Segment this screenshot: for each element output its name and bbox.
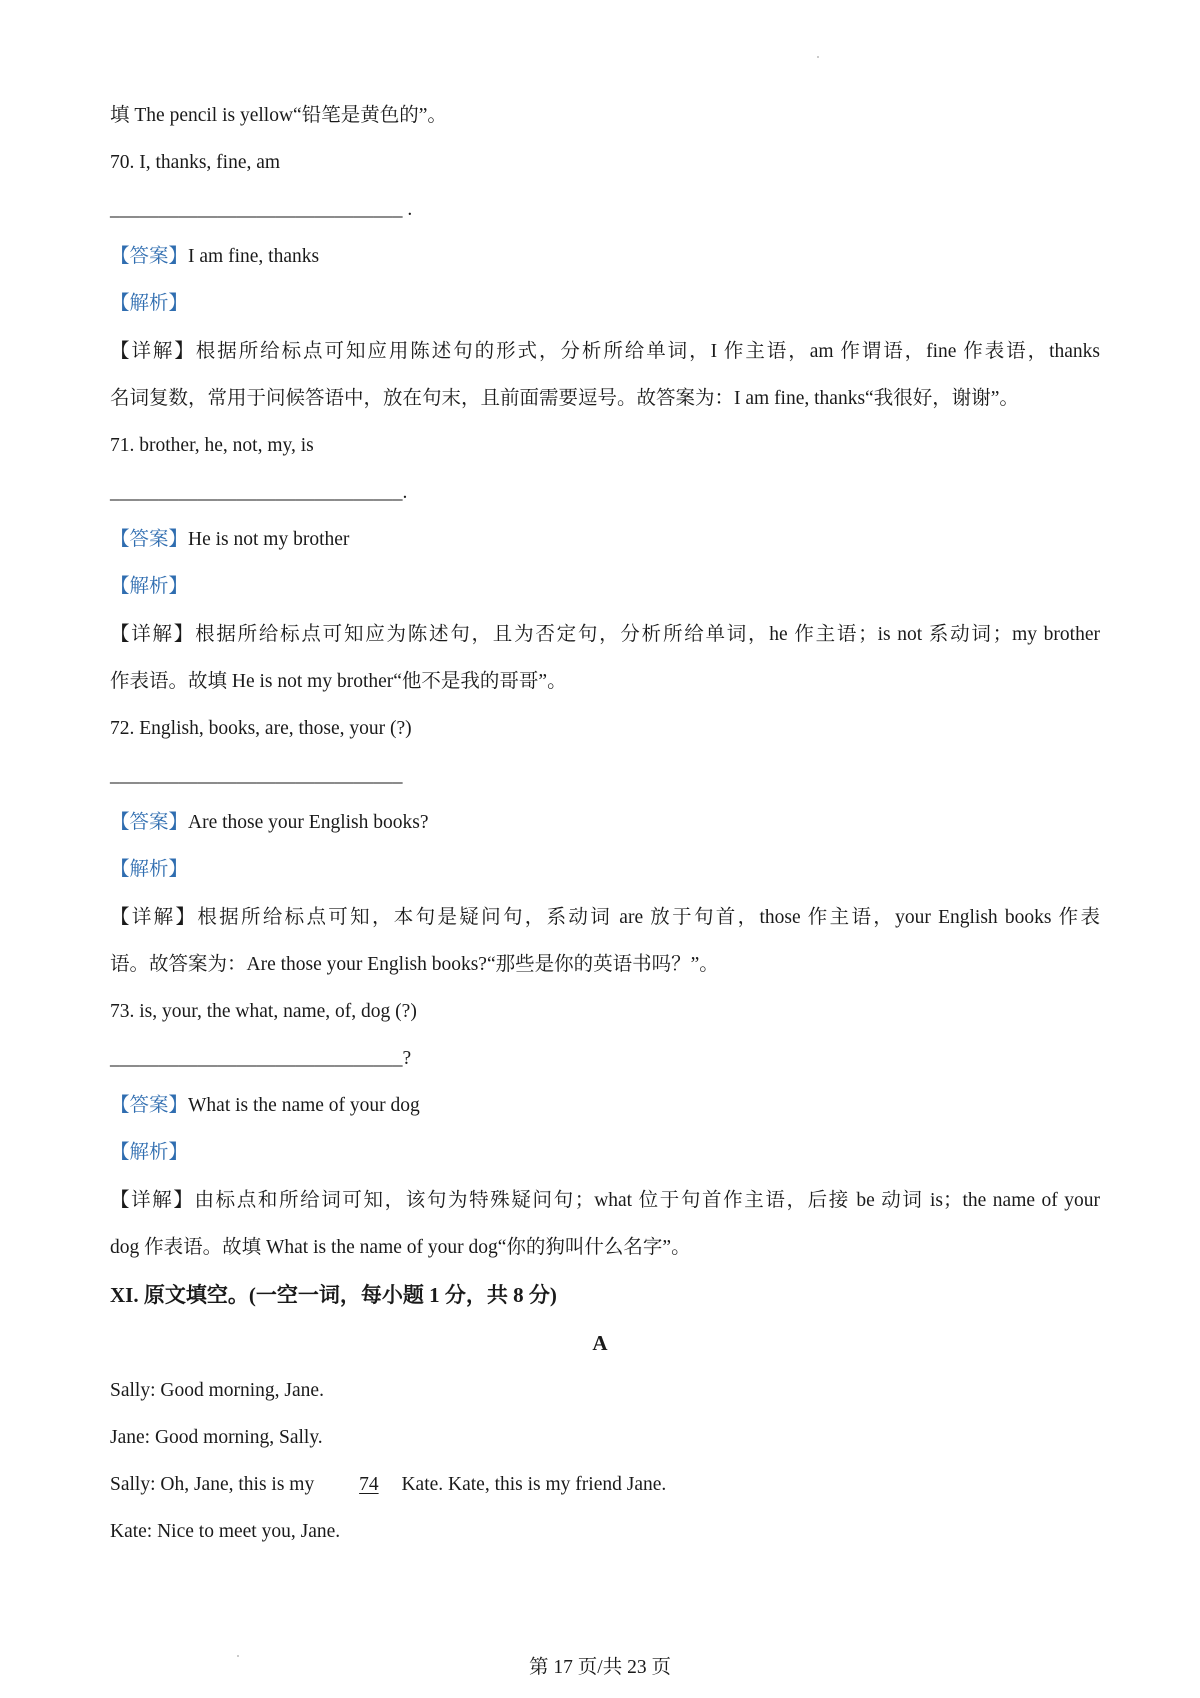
part-label: A bbox=[592, 1331, 608, 1355]
analysis-tag: 【解析】 bbox=[110, 293, 189, 314]
scan-speck bbox=[817, 56, 819, 58]
question-71-answer bbox=[110, 527, 349, 553]
detail-text: 根据所给标点可知应为陈述句，且为否定句，分析所给单词，he 作主语；is not 系动词；my brother bbox=[195, 624, 1100, 645]
page-footer: 第 17 页/共 23 页 bbox=[529, 1657, 671, 1678]
answer-text: I am fine, thanks bbox=[188, 246, 320, 267]
analysis-tag: 【解析】 bbox=[110, 576, 189, 597]
answer-text: What is the name of your dog bbox=[188, 1095, 420, 1116]
question-70-detail-line2: 名词复数，常用于问候答语中，放在句末，且前面需要逗号。故答案为：I am fine, thanks“我很好，谢谢”。 bbox=[110, 388, 1019, 409]
detail-text: 由标点和所给词可知，该句为特殊疑问句；what 位于句首作主语，后接 be 动词 is；the name of your bbox=[194, 1190, 1100, 1211]
answer-text: He is not my brother bbox=[188, 529, 350, 550]
detail-tag: 【详解】 bbox=[110, 907, 198, 928]
question-71-detail-line1 bbox=[110, 622, 1100, 648]
analysis-tag: 【解析】 bbox=[110, 859, 189, 880]
detail-text: 根据所给标点可知，本句是疑问句，系动词 are 放于句首，those 作主语，your English books 作表 bbox=[197, 907, 1100, 928]
question-72-prompt: 72. English, books, are, those, your (?) bbox=[110, 718, 412, 739]
dialogue-line-with-blank bbox=[110, 1472, 666, 1498]
question-70-detail-line1 bbox=[110, 339, 1100, 365]
answer-tag: 【答案】 bbox=[110, 246, 189, 267]
question-72-detail-line2: 语。故答案为：Are those your English books?“那些是你的英语书吗？”。 bbox=[110, 954, 719, 975]
dialogue-line: Sally: Good morning, Jane. bbox=[110, 1380, 324, 1401]
detail-tag: 【详解】 bbox=[110, 1190, 195, 1211]
question-71-detail-line2: 作表语。故填 He is not my brother“他不是我的哥哥”。 bbox=[110, 671, 567, 692]
question-72-detail-line1 bbox=[110, 905, 1100, 931]
question-70-blank: ______________________________ . bbox=[110, 199, 413, 220]
question-71-blank: ______________________________. bbox=[110, 482, 408, 503]
answer-tag: 【答案】 bbox=[110, 1095, 189, 1116]
dialogue-text: Sally: Oh, Jane, this is my bbox=[110, 1474, 320, 1495]
question-73-detail-line2: dog 作表语。故填 What is the name of your dog“你的狗叫什么名字”。 bbox=[110, 1237, 691, 1258]
question-72-blank: ______________________________ bbox=[110, 765, 403, 786]
question-73-prompt: 73. is, your, the what, name, of, dog (?) bbox=[110, 1001, 417, 1022]
question-70-prompt: 70. I, thanks, fine, am bbox=[110, 152, 281, 173]
dialogue-line: Kate: Nice to meet you, Jane. bbox=[110, 1521, 341, 1542]
detail-text: 根据所给标点可知应用陈述句的形式，分析所给单词，I 作主语，am 作谓语，fine 作表语，thanks bbox=[195, 341, 1100, 362]
analysis-tag: 【解析】 bbox=[110, 1142, 189, 1163]
detail-tag: 【详解】 bbox=[110, 624, 196, 645]
answer-text: Are those your English books? bbox=[188, 812, 429, 833]
question-71-prompt: 71. brother, he, not, my, is bbox=[110, 435, 314, 456]
question-70-answer bbox=[110, 244, 319, 270]
question-73-blank: ______________________________? bbox=[110, 1048, 412, 1069]
question-72-answer bbox=[110, 810, 428, 836]
detail-tag: 【详解】 bbox=[110, 341, 196, 362]
dialogue-text: Kate. Kate, this is my friend Jane. bbox=[396, 1474, 667, 1495]
intro-line: 填 The pencil is yellow“铅笔是黄色的”。 bbox=[110, 105, 447, 126]
question-73-answer bbox=[110, 1093, 420, 1119]
answer-tag: 【答案】 bbox=[110, 812, 189, 833]
blank-74: 74 bbox=[359, 1474, 379, 1495]
dialogue-line: Jane: Good morning, Sally. bbox=[110, 1427, 323, 1448]
section-title: XI. 原文填空。(一空一词，每小题 1 分，共 8 分) bbox=[110, 1283, 557, 1307]
question-73-detail-line1 bbox=[110, 1188, 1100, 1214]
answer-tag: 【答案】 bbox=[110, 529, 189, 550]
